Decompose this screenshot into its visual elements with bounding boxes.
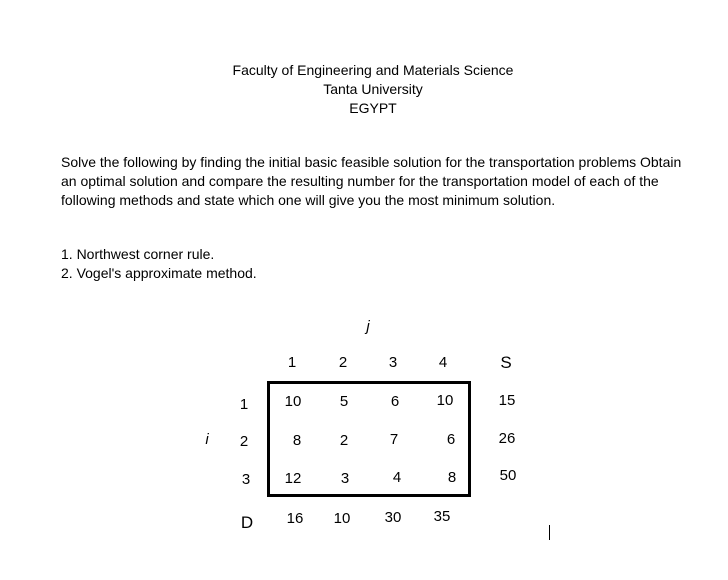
- demand-value: 35: [433, 508, 451, 525]
- cost-cell: 8: [292, 432, 302, 449]
- method-item: 2. Vogel's approximate method.: [61, 265, 257, 281]
- supply-value: 50: [499, 467, 517, 484]
- supply-value: 26: [498, 430, 516, 447]
- method-item: 1. Northwest corner rule.: [61, 246, 215, 262]
- column-header: 3: [388, 354, 398, 371]
- column-header: 4: [438, 354, 448, 371]
- supply-header: S: [500, 353, 512, 372]
- cost-cell: 2: [339, 432, 349, 449]
- university-name: Tanta University: [323, 81, 423, 97]
- cost-cell: 12: [284, 470, 302, 487]
- column-header: 2: [338, 354, 348, 371]
- cost-cell: 10: [436, 392, 454, 409]
- demand-value: 10: [333, 510, 351, 527]
- demand-value: 30: [384, 509, 402, 526]
- faculty-name: Faculty of Engineering and Materials Science: [232, 62, 514, 78]
- demand-label: D: [240, 513, 254, 532]
- cost-cell: 5: [339, 393, 349, 410]
- cost-cell: 3: [340, 470, 350, 487]
- supply-value: 15: [498, 392, 516, 409]
- demand-value: 16: [286, 510, 304, 527]
- i-index-label: i: [205, 431, 209, 448]
- cost-cell: 6: [390, 393, 400, 410]
- row-label: 2: [239, 433, 249, 450]
- cost-cell: 4: [392, 469, 402, 486]
- column-header: 1: [287, 354, 297, 371]
- row-label: 1: [239, 396, 249, 413]
- row-label: 3: [241, 471, 251, 488]
- country-name: EGYPT: [349, 100, 397, 116]
- cost-cell: 10: [284, 393, 302, 410]
- cost-cell: 6: [446, 431, 456, 448]
- text-cursor: [549, 525, 550, 540]
- cost-cell: 8: [447, 469, 457, 486]
- j-index-label: j: [366, 318, 370, 335]
- problem-statement: Solve the following by finding the initial basic feasible solution for the transportation problems Obtain an optimal solution and compare the resulting number for the transportation model of each of the following methods and state which one will give you the most minimum solution.: [61, 154, 682, 208]
- cost-cell: 7: [389, 431, 399, 448]
